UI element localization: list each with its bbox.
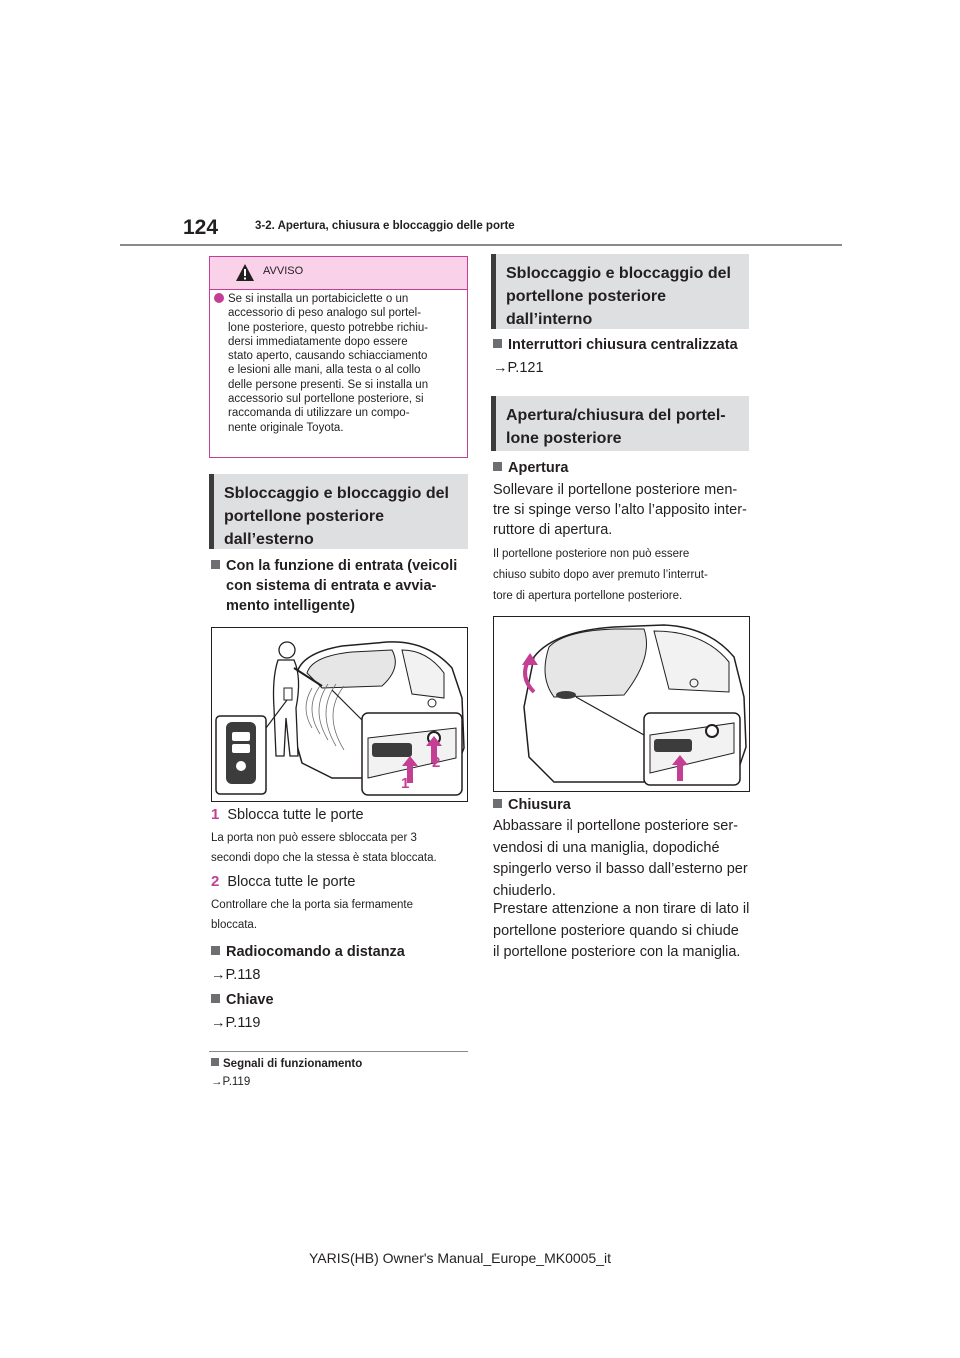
key-ref[interactable]: →P.119 <box>211 1015 261 1031</box>
section-title: 3-2. Apertura, chiusura e bloccaggio delle porte <box>255 220 515 232</box>
entry-title-line: mento intelligente) <box>226 598 355 614</box>
heading-line: dall’esterno <box>224 531 314 548</box>
heading-line: Sbloccaggio e bloccaggio del <box>506 265 731 282</box>
warning-text <box>228 292 460 435</box>
closing-title-text: Chiusura <box>508 797 571 813</box>
entry-title-line: Con la funzione di entrata (veicoli <box>226 558 458 574</box>
note-line: La porta non può essere sbloccata per 3 <box>211 832 417 844</box>
warning-line: delle persone presenti. Se si installa un <box>228 378 429 391</box>
text-line: Prestare attenzione a non tirare di lato il <box>493 901 750 917</box>
warning-line: accessorio sul portellone posteriore, si <box>228 393 424 406</box>
warning-line: dersi immediatamente dopo essere <box>228 335 408 348</box>
closing-caution <box>493 899 755 964</box>
heading-line: Apertura/chiusura del portel- <box>506 407 726 424</box>
text-line: chiuderlo. <box>493 882 556 899</box>
text-line: Sollevare il portellone posteriore men- <box>493 482 738 498</box>
callout-2: 2 <box>432 754 441 771</box>
warning-title: AVVISO <box>263 265 304 277</box>
key-title <box>211 990 274 1010</box>
note-line: Il portellone posteriore non può essere <box>493 548 690 560</box>
switch-title-text: Interruttori chiusura centralizzata <box>508 337 738 353</box>
warning-line: accessorio di peso analogo sul portel- <box>228 307 422 320</box>
figure-back-door-opening <box>493 616 750 792</box>
heading-line: portellone posteriore <box>506 288 667 305</box>
text-line: il portellone posteriore con la maniglia. <box>493 944 741 960</box>
warning-triangle-icon <box>235 263 255 282</box>
signals-title <box>211 1056 362 1072</box>
opening-note <box>493 544 755 607</box>
item-2-note <box>211 895 473 935</box>
remote-ref[interactable]: →P.118 <box>211 967 261 983</box>
signals-title-text: Segnali di funzionamento <box>223 1058 363 1070</box>
item-1 <box>211 805 364 825</box>
warning-line: raccomanda di utilizzare un compo- <box>228 407 410 420</box>
footer-text: YARIS(HB) Owner's Manual_Europe_MK0005_it <box>309 1250 611 1266</box>
text-line: Abbassare il portellone posteriore ser- <box>493 818 739 834</box>
text-line: vendosi di una maniglia, dopodiché <box>493 839 720 856</box>
remote-title <box>211 942 405 962</box>
switch-ref[interactable]: →P.121 <box>493 360 544 376</box>
heading-interior <box>491 254 749 329</box>
back-door-illustration <box>494 617 749 791</box>
text-line: tre si spinge verso l’alto l’apposito inter- <box>493 502 747 518</box>
warning-line: e lesioni alle mani, alla testa o al collo <box>228 364 421 377</box>
signals-ref[interactable]: →P.119 <box>211 1076 251 1088</box>
square-bullet-icon <box>211 946 220 955</box>
entry-function-title <box>211 556 473 616</box>
opening-text <box>493 480 755 540</box>
heading-line: lone posteriore <box>506 430 622 447</box>
warning-line: nente originale Toyota. <box>228 421 344 434</box>
bullet-icon <box>214 293 224 303</box>
warning-line: stato aperto, causando schiacciamento <box>228 350 428 363</box>
square-bullet-icon <box>211 560 220 569</box>
remote-title-text: Radiocomando a distanza <box>226 944 405 960</box>
note-line: bloccata. <box>211 919 258 931</box>
heading-line: Sbloccaggio e bloccaggio del <box>224 485 449 502</box>
heading-line: portellone posteriore <box>224 508 385 525</box>
warning-line: lone posteriore, questo potrebbe richiu- <box>228 321 429 334</box>
opening-title <box>493 458 568 478</box>
item-2-text: Blocca tutte le porte <box>227 874 356 890</box>
callout-1: 1 <box>401 775 410 792</box>
header-rule <box>120 244 842 246</box>
item-2-number: 2 <box>211 873 220 890</box>
text-line: portellone posteriore quando si chiude <box>493 922 739 939</box>
warning-line: Se si installa un portabiciclette o un <box>228 293 409 305</box>
section-divider <box>209 1051 468 1052</box>
smart-entry-illustration <box>212 628 467 801</box>
item-1-number: 1 <box>211 806 220 823</box>
note-line: secondi dopo che la stessa è stata bloccata. <box>211 852 437 864</box>
note-line: chiuso subito dopo aver premuto l’interrut- <box>493 569 708 581</box>
heading-exterior <box>209 474 468 549</box>
square-bullet-icon <box>493 462 502 471</box>
item-1-text: Sblocca tutte le porte <box>227 807 364 823</box>
square-bullet-icon <box>211 994 220 1003</box>
text-line: ruttore di apertura. <box>493 522 613 538</box>
heading-line: dall’interno <box>506 311 593 328</box>
page-number: 124 <box>183 216 219 239</box>
square-bullet-icon <box>211 1058 219 1066</box>
heading-open-close <box>491 396 749 451</box>
square-bullet-icon <box>493 799 502 808</box>
item-2 <box>211 872 356 892</box>
warning-header <box>210 257 467 290</box>
item-1-note <box>211 828 473 868</box>
note-line: Controllare che la porta sia fermamente <box>211 899 413 911</box>
square-bullet-icon <box>493 339 502 348</box>
warning-box <box>209 256 468 458</box>
entry-title-line: con sistema di entrata e avvia- <box>226 578 437 594</box>
opening-title-text: Apertura <box>508 460 569 476</box>
key-title-text: Chiave <box>226 992 274 1008</box>
closing-title <box>493 795 571 815</box>
text-line: spingerlo verso il basso dall’esterno per <box>493 861 748 877</box>
figure-smart-entry <box>211 627 468 802</box>
note-line: tore di apertura portellone posteriore. <box>493 590 683 602</box>
switch-title <box>493 335 738 355</box>
closing-text <box>493 816 755 902</box>
